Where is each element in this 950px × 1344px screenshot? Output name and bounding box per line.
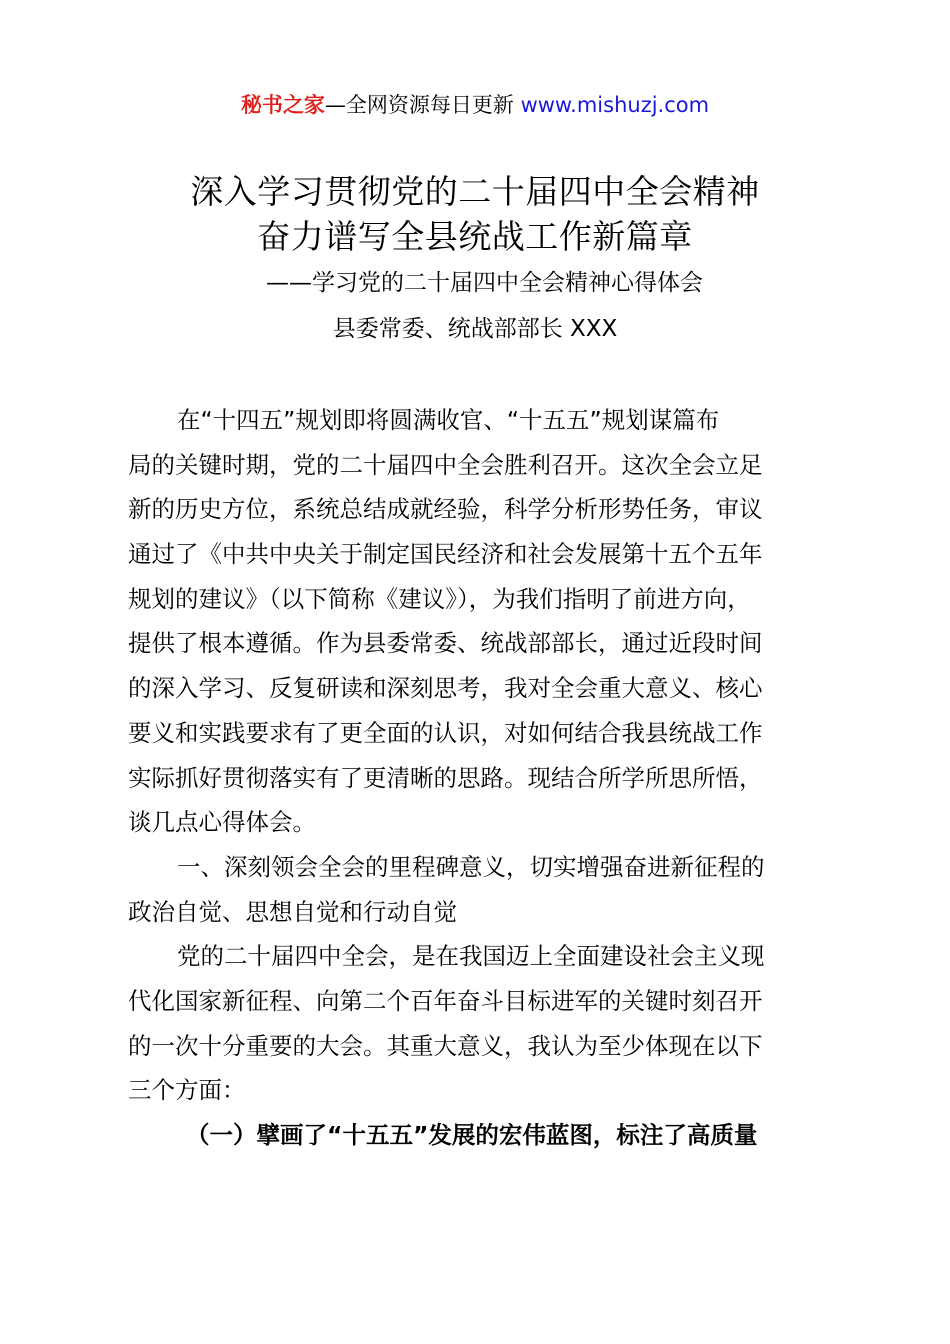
paragraph-line: 三个方面：	[128, 1076, 246, 1105]
paragraph-line: 谈几点心得体会。	[128, 808, 316, 837]
paragraph-line: 的深入学习、反复研读和深刻思考，我对全会重大意义、核心	[128, 674, 763, 703]
paragraph-line: 提供了根本遵循。作为县委常委、统战部部长，通过近段时间	[128, 629, 763, 658]
paragraph-line: 局的关键时期，党的二十届四中全会胜利召开。这次全会立足	[128, 450, 763, 479]
paragraph-line: 新的历史方位，系统总结成就经验，科学分析形势任务，审议	[128, 495, 763, 524]
paragraph-line: 党的二十届四中全会，是在我国迈上全面建设社会主义现	[177, 942, 765, 971]
paragraph-line: 要义和实践要求有了更全面的认识，对如何结合我县统战工作	[128, 718, 763, 747]
section-heading-line: 一、深刻领会全会的里程碑意义，切实增强奋进新征程的	[177, 852, 765, 881]
document-title-line-2: 奋力谱写全县统战工作新篇章	[257, 217, 693, 256]
paragraph-line: 通过了《中共中央关于制定国民经济和社会发展第十五个五年	[128, 540, 763, 569]
document-author: 县委常委、统战部部长 XXX	[332, 316, 618, 342]
document-subtitle: ——学习党的二十届四中全会精神心得体会	[266, 270, 703, 296]
paragraph-line: 规划的建议》（以下简称《建议》），为我们指明了前进方向，	[128, 584, 751, 613]
paragraph-line: 在“十四五”规划即将圆满收官、“十五五”规划谋篇布	[177, 406, 720, 434]
site-url-link[interactable]: www.mishuzj.com	[520, 93, 710, 117]
site-tagline: —全网资源每日更新	[324, 93, 521, 117]
document-body	[128, 398, 838, 1158]
document-title-line-1: 深入学习贯彻党的二十届四中全会精神	[190, 172, 760, 211]
paragraph-line: 实际抓好贯彻落实有了更清晰的思路。现结合所学所思所悟，	[128, 763, 763, 792]
site-header	[0, 90, 950, 120]
paragraph-line: 的一次十分重要的大会。其重大意义，我认为至少体现在以下	[128, 1031, 763, 1060]
section-heading-line: 政治自觉、思想自觉和行动自觉	[128, 897, 457, 926]
subsection-heading-line: （一）擘画了“十五五”发展的宏伟蓝图，标注了高质量	[186, 1121, 758, 1149]
paragraph-line: 代化国家新征程、向第二个百年奋斗目标进军的关键时刻召开	[128, 986, 763, 1015]
site-brand: 秘书之家	[240, 93, 325, 117]
